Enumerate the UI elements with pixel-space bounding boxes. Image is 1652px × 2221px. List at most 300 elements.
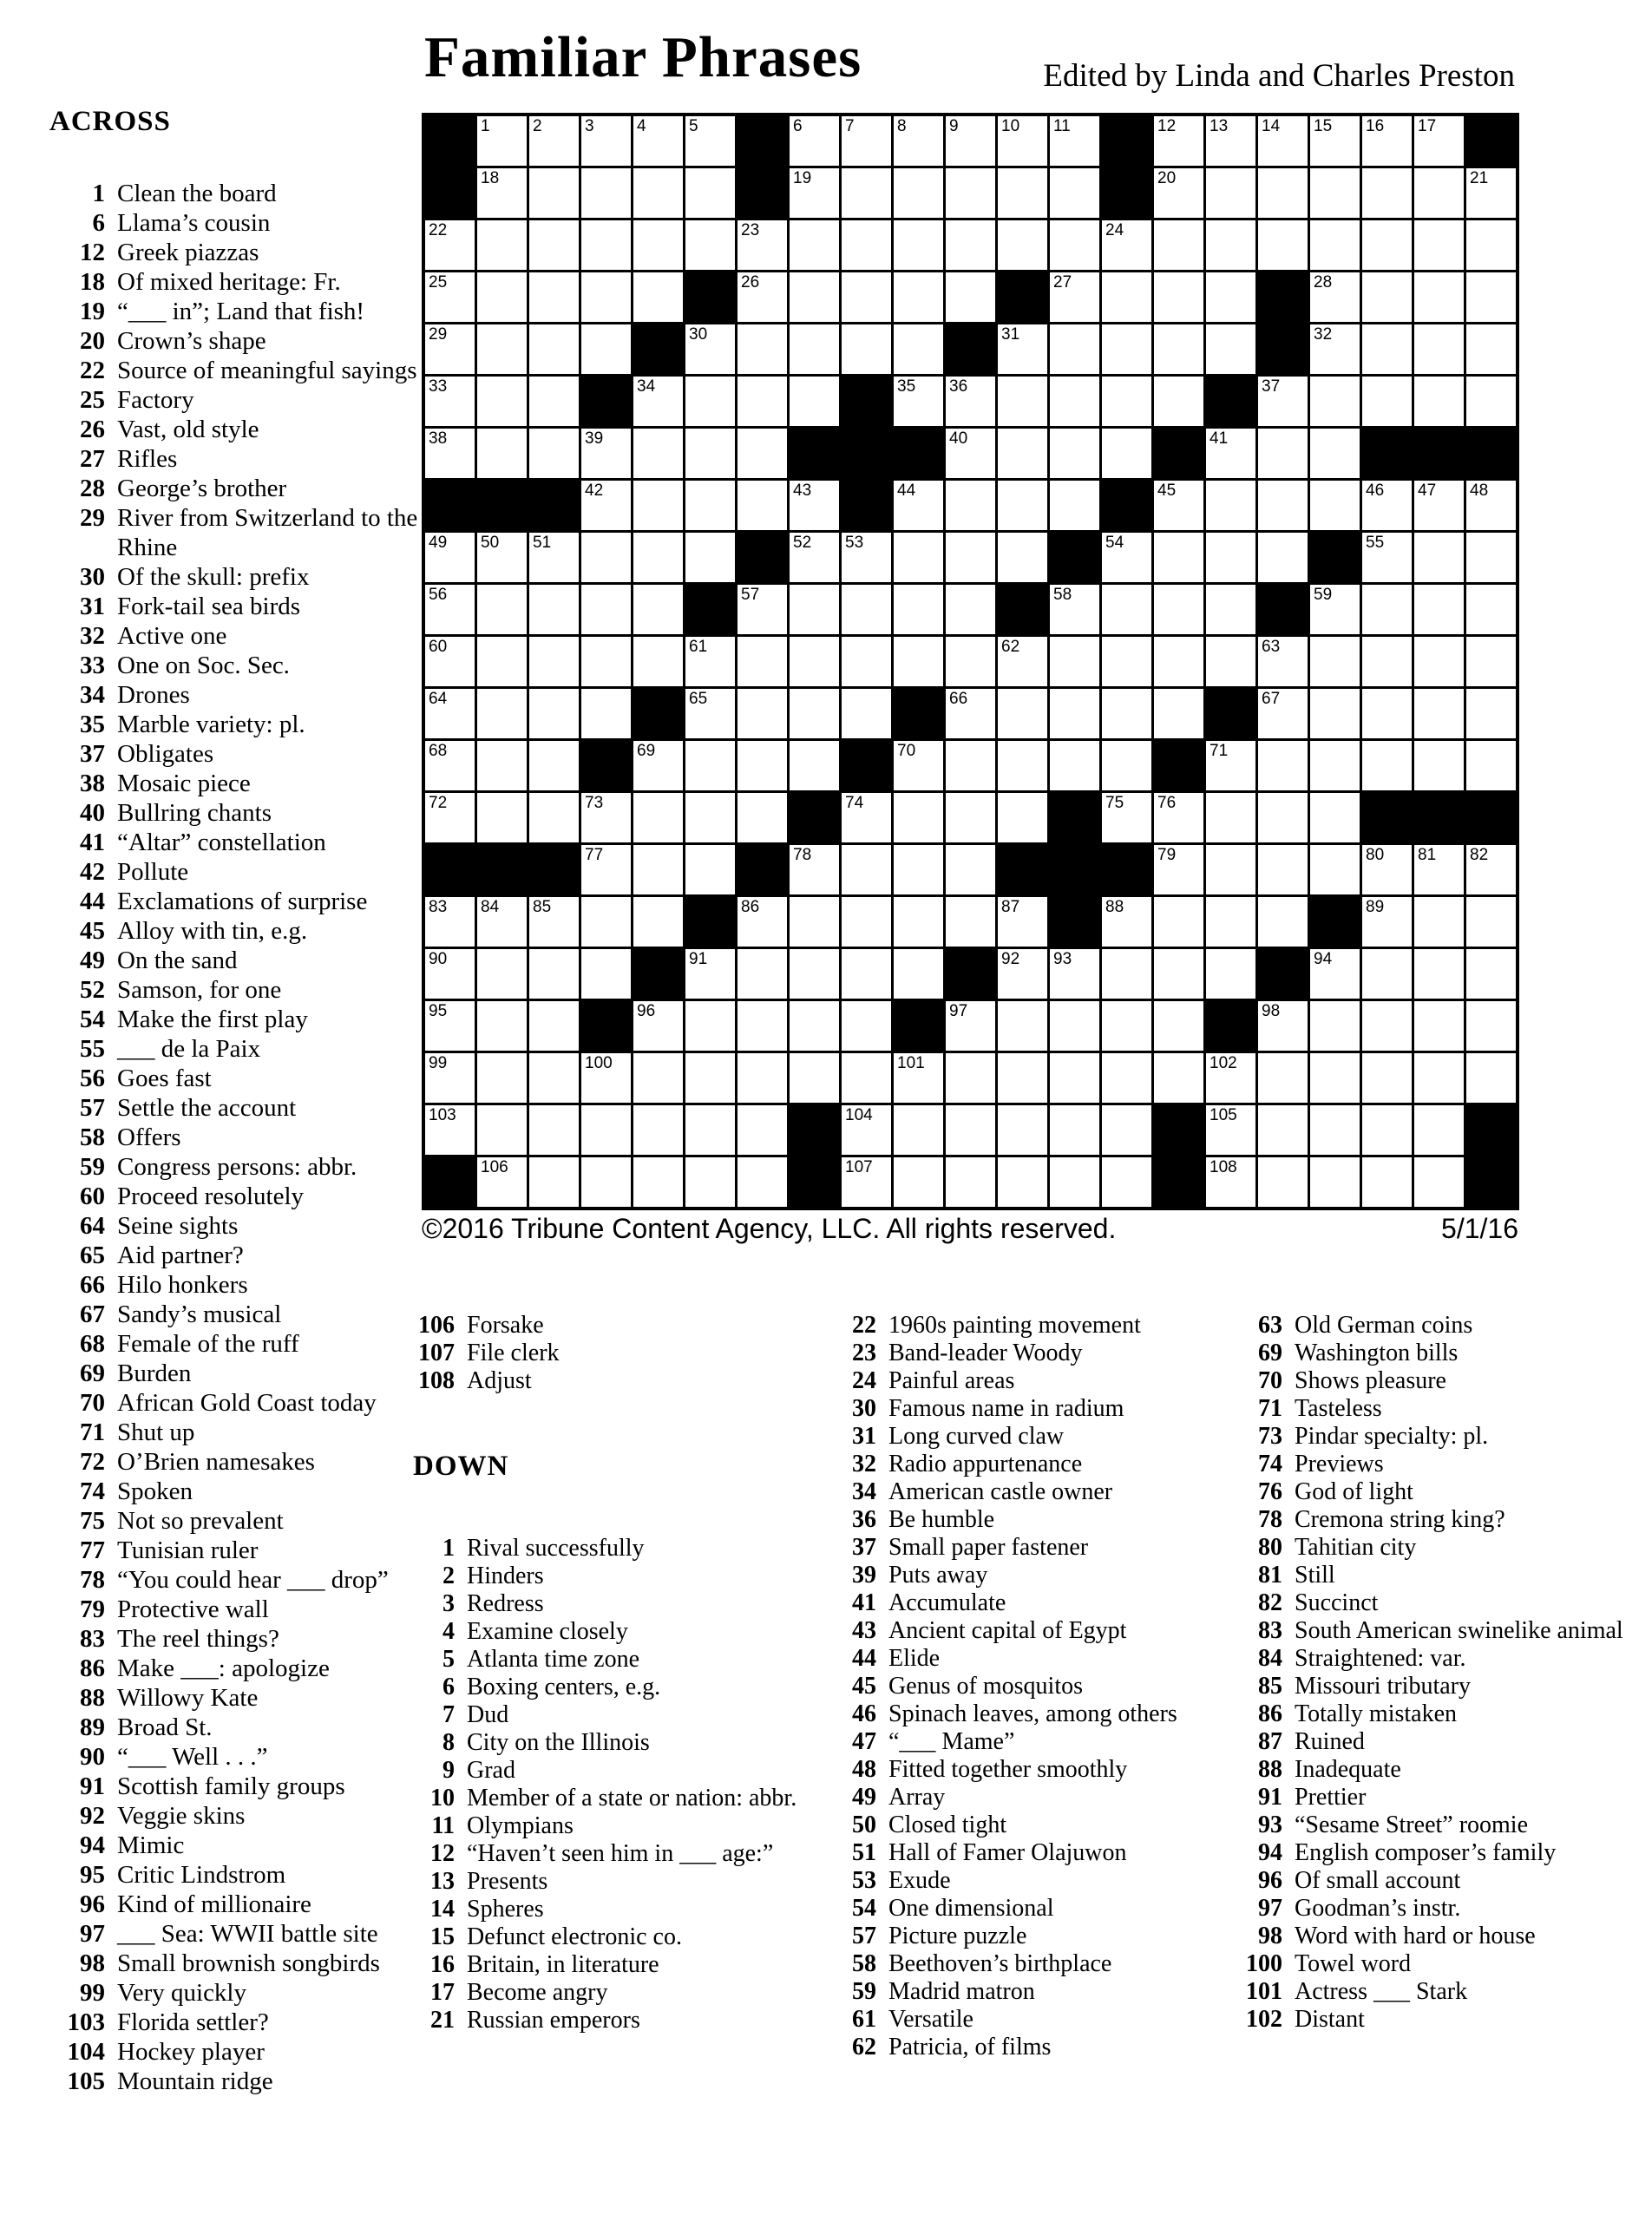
grid-cell[interactable] [1258, 1105, 1308, 1155]
grid-cell[interactable] [529, 793, 579, 842]
grid-cell[interactable] [425, 533, 475, 582]
grid-cell[interactable] [425, 689, 475, 738]
grid-cell[interactable] [529, 1157, 579, 1207]
grid-cell[interactable] [1310, 1105, 1360, 1155]
grid-cell[interactable] [581, 272, 631, 322]
grid-cell[interactable] [998, 533, 1047, 582]
grid-cell[interactable] [1310, 220, 1360, 270]
grid-cell[interactable] [1258, 481, 1308, 530]
grid-cell[interactable] [998, 897, 1047, 947]
grid-cell[interactable] [425, 897, 475, 947]
grid-cell[interactable] [790, 481, 839, 530]
grid-cell[interactable] [738, 637, 787, 686]
grid-cell[interactable] [581, 1157, 631, 1207]
grid-cell[interactable] [894, 845, 943, 894]
grid-cell[interactable] [581, 533, 631, 582]
grid-cell[interactable] [1466, 168, 1516, 218]
grid-cell[interactable] [1206, 897, 1255, 947]
grid-cell[interactable] [1310, 481, 1360, 530]
grid-cell[interactable] [1310, 689, 1360, 738]
grid-cell[interactable] [1414, 1105, 1464, 1155]
grid-cell[interactable] [1362, 1157, 1412, 1207]
grid-cell[interactable] [998, 949, 1047, 999]
grid-cell[interactable] [685, 949, 735, 999]
grid-cell[interactable] [1050, 1001, 1099, 1051]
grid-cell[interactable] [477, 897, 527, 947]
grid-cell[interactable] [1310, 793, 1360, 842]
grid-cell[interactable] [1102, 272, 1151, 322]
grid-cell[interactable] [842, 949, 891, 999]
grid-cell[interactable] [1102, 897, 1151, 947]
grid-cell[interactable] [1050, 116, 1099, 166]
grid-cell[interactable] [581, 1105, 631, 1155]
grid-cell[interactable] [1414, 741, 1464, 790]
grid-cell[interactable] [790, 168, 839, 218]
grid-cell[interactable] [1310, 637, 1360, 686]
grid-cell[interactable] [425, 949, 475, 999]
grid-cell[interactable] [1310, 1157, 1360, 1207]
grid-cell[interactable] [946, 1001, 995, 1051]
grid-cell[interactable] [946, 793, 995, 842]
grid-cell[interactable] [1050, 429, 1099, 478]
grid-cell[interactable] [1206, 1157, 1255, 1207]
grid-cell[interactable] [946, 689, 995, 738]
grid-cell[interactable] [529, 897, 579, 947]
grid-cell[interactable] [1258, 689, 1308, 738]
grid-cell[interactable] [1154, 377, 1203, 426]
grid-cell[interactable] [738, 1001, 787, 1051]
grid-cell[interactable] [998, 168, 1047, 218]
grid-cell[interactable] [1310, 324, 1360, 374]
grid-cell[interactable] [425, 220, 475, 270]
grid-cell[interactable] [477, 637, 527, 686]
grid-cell[interactable] [1258, 1053, 1308, 1103]
grid-cell[interactable] [998, 637, 1047, 686]
grid-cell[interactable] [790, 689, 839, 738]
grid-cell[interactable] [1258, 116, 1308, 166]
grid-cell[interactable] [1310, 1053, 1360, 1103]
grid-cell[interactable] [1102, 377, 1151, 426]
grid-cell[interactable] [1466, 845, 1516, 894]
grid-cell[interactable] [790, 845, 839, 894]
grid-cell[interactable] [1050, 481, 1099, 530]
grid-cell[interactable] [633, 793, 683, 842]
grid-cell[interactable] [633, 1001, 683, 1051]
grid-cell[interactable] [1414, 116, 1464, 166]
grid-cell[interactable] [946, 585, 995, 634]
grid-cell[interactable] [1102, 533, 1151, 582]
grid-cell[interactable] [529, 689, 579, 738]
grid-cell[interactable] [529, 272, 579, 322]
grid-cell[interactable] [1050, 324, 1099, 374]
grid-cell[interactable] [738, 897, 787, 947]
grid-cell[interactable] [1050, 949, 1099, 999]
grid-cell[interactable] [685, 637, 735, 686]
grid-cell[interactable] [477, 949, 527, 999]
grid-cell[interactable] [998, 1001, 1047, 1051]
grid-cell[interactable] [477, 533, 527, 582]
grid-cell[interactable] [477, 324, 527, 374]
grid-cell[interactable] [1102, 1105, 1151, 1155]
grid-cell[interactable] [1206, 741, 1255, 790]
grid-cell[interactable] [1206, 637, 1255, 686]
grid-cell[interactable] [1102, 585, 1151, 634]
grid-cell[interactable] [946, 168, 995, 218]
grid-cell[interactable] [633, 377, 683, 426]
grid-cell[interactable] [1362, 116, 1412, 166]
grid-cell[interactable] [946, 1105, 995, 1155]
grid-cell[interactable] [1258, 741, 1308, 790]
grid-cell[interactable] [1050, 689, 1099, 738]
grid-cell[interactable] [477, 1001, 527, 1051]
grid-cell[interactable] [1258, 1157, 1308, 1207]
grid-cell[interactable] [1362, 689, 1412, 738]
grid-cell[interactable] [1466, 689, 1516, 738]
grid-cell[interactable] [946, 1157, 995, 1207]
grid-cell[interactable] [1258, 1001, 1308, 1051]
grid-cell[interactable] [477, 168, 527, 218]
grid-cell[interactable] [633, 220, 683, 270]
grid-cell[interactable] [738, 1053, 787, 1103]
grid-cell[interactable] [1154, 533, 1203, 582]
grid-cell[interactable] [738, 1157, 787, 1207]
grid-cell[interactable] [1154, 689, 1203, 738]
grid-cell[interactable] [1362, 845, 1412, 894]
grid-cell[interactable] [842, 168, 891, 218]
grid-cell[interactable] [1102, 1001, 1151, 1051]
grid-cell[interactable] [1362, 533, 1412, 582]
grid-cell[interactable] [1414, 637, 1464, 686]
grid-cell[interactable] [1310, 741, 1360, 790]
grid-cell[interactable] [790, 741, 839, 790]
grid-cell[interactable] [477, 272, 527, 322]
grid-cell[interactable] [1154, 220, 1203, 270]
grid-cell[interactable] [738, 1105, 787, 1155]
grid-cell[interactable] [1414, 220, 1464, 270]
grid-cell[interactable] [1154, 116, 1203, 166]
grid-cell[interactable] [1206, 272, 1255, 322]
grid-cell[interactable] [477, 1053, 527, 1103]
grid-cell[interactable] [946, 845, 995, 894]
grid-cell[interactable] [946, 897, 995, 947]
grid-cell[interactable] [790, 533, 839, 582]
grid-cell[interactable] [1362, 481, 1412, 530]
grid-cell[interactable] [1362, 897, 1412, 947]
grid-cell[interactable] [842, 533, 891, 582]
grid-cell[interactable] [1362, 1001, 1412, 1051]
grid-cell[interactable] [633, 1157, 683, 1207]
grid-cell[interactable] [1258, 845, 1308, 894]
grid-cell[interactable] [1154, 168, 1203, 218]
grid-cell[interactable] [998, 481, 1047, 530]
grid-cell[interactable] [738, 377, 787, 426]
grid-cell[interactable] [685, 168, 735, 218]
grid-cell[interactable] [946, 637, 995, 686]
grid-cell[interactable] [1414, 533, 1464, 582]
grid-cell[interactable] [842, 1157, 891, 1207]
grid-cell[interactable] [1414, 168, 1464, 218]
grid-cell[interactable] [1102, 324, 1151, 374]
grid-cell[interactable] [894, 949, 943, 999]
grid-cell[interactable] [529, 949, 579, 999]
grid-cell[interactable] [685, 481, 735, 530]
grid-cell[interactable] [790, 377, 839, 426]
grid-cell[interactable] [685, 429, 735, 478]
grid-cell[interactable] [790, 272, 839, 322]
grid-cell[interactable] [1362, 272, 1412, 322]
grid-cell[interactable] [1414, 585, 1464, 634]
grid-cell[interactable] [1258, 377, 1308, 426]
grid-cell[interactable] [1050, 1053, 1099, 1103]
grid-cell[interactable] [738, 429, 787, 478]
grid-cell[interactable] [581, 689, 631, 738]
grid-cell[interactable] [1154, 324, 1203, 374]
grid-cell[interactable] [1466, 533, 1516, 582]
grid-cell[interactable] [529, 637, 579, 686]
grid-cell[interactable] [738, 324, 787, 374]
grid-cell[interactable] [1414, 324, 1464, 374]
grid-cell[interactable] [1362, 741, 1412, 790]
grid-cell[interactable] [1466, 741, 1516, 790]
grid-cell[interactable] [477, 1157, 527, 1207]
grid-cell[interactable] [842, 637, 891, 686]
grid-cell[interactable] [633, 1105, 683, 1155]
grid-cell[interactable] [1362, 585, 1412, 634]
grid-cell[interactable] [425, 585, 475, 634]
grid-cell[interactable] [998, 689, 1047, 738]
grid-cell[interactable] [894, 1105, 943, 1155]
grid-cell[interactable] [477, 429, 527, 478]
grid-cell[interactable] [1102, 949, 1151, 999]
grid-cell[interactable] [1466, 897, 1516, 947]
grid-cell[interactable] [425, 272, 475, 322]
grid-cell[interactable] [1050, 272, 1099, 322]
grid-cell[interactable] [894, 324, 943, 374]
grid-cell[interactable] [1414, 1157, 1464, 1207]
grid-cell[interactable] [529, 220, 579, 270]
grid-cell[interactable] [1206, 793, 1255, 842]
grid-cell[interactable] [842, 220, 891, 270]
grid-cell[interactable] [1206, 1053, 1255, 1103]
grid-cell[interactable] [1258, 220, 1308, 270]
grid-cell[interactable] [1362, 1053, 1412, 1103]
grid-cell[interactable] [998, 324, 1047, 374]
grid-cell[interactable] [633, 845, 683, 894]
grid-cell[interactable] [425, 793, 475, 842]
grid-cell[interactable] [1258, 168, 1308, 218]
grid-cell[interactable] [842, 1105, 891, 1155]
grid-cell[interactable] [1206, 481, 1255, 530]
grid-cell[interactable] [1102, 793, 1151, 842]
grid-cell[interactable] [1362, 1105, 1412, 1155]
grid-cell[interactable] [946, 429, 995, 478]
grid-cell[interactable] [477, 689, 527, 738]
grid-cell[interactable] [581, 949, 631, 999]
grid-cell[interactable] [894, 272, 943, 322]
grid-cell[interactable] [842, 897, 891, 947]
grid-cell[interactable] [1466, 481, 1516, 530]
grid-cell[interactable] [529, 533, 579, 582]
grid-cell[interactable] [581, 1053, 631, 1103]
grid-cell[interactable] [477, 377, 527, 426]
grid-cell[interactable] [685, 533, 735, 582]
grid-cell[interactable] [998, 220, 1047, 270]
grid-cell[interactable] [790, 116, 839, 166]
grid-cell[interactable] [581, 481, 631, 530]
grid-cell[interactable] [1154, 845, 1203, 894]
grid-cell[interactable] [894, 533, 943, 582]
grid-cell[interactable] [633, 272, 683, 322]
grid-cell[interactable] [581, 897, 631, 947]
grid-cell[interactable] [842, 272, 891, 322]
grid-cell[interactable] [1206, 168, 1255, 218]
grid-cell[interactable] [1414, 845, 1464, 894]
grid-cell[interactable] [894, 585, 943, 634]
grid-cell[interactable] [1466, 1001, 1516, 1051]
grid-cell[interactable] [685, 1157, 735, 1207]
grid-cell[interactable] [842, 793, 891, 842]
grid-cell[interactable] [1310, 429, 1360, 478]
grid-cell[interactable] [1466, 324, 1516, 374]
grid-cell[interactable] [1154, 949, 1203, 999]
grid-cell[interactable] [790, 324, 839, 374]
grid-cell[interactable] [998, 1053, 1047, 1103]
grid-cell[interactable] [685, 1001, 735, 1051]
grid-cell[interactable] [581, 845, 631, 894]
grid-cell[interactable] [738, 793, 787, 842]
grid-cell[interactable] [946, 481, 995, 530]
grid-cell[interactable] [894, 1053, 943, 1103]
grid-cell[interactable] [581, 637, 631, 686]
grid-cell[interactable] [581, 116, 631, 166]
grid-cell[interactable] [685, 220, 735, 270]
grid-cell[interactable] [1050, 585, 1099, 634]
grid-cell[interactable] [633, 533, 683, 582]
grid-cell[interactable] [1206, 220, 1255, 270]
grid-cell[interactable] [633, 585, 683, 634]
grid-cell[interactable] [685, 1105, 735, 1155]
grid-cell[interactable] [1102, 1053, 1151, 1103]
grid-cell[interactable] [998, 116, 1047, 166]
grid-cell[interactable] [685, 845, 735, 894]
grid-cell[interactable] [1310, 585, 1360, 634]
grid-cell[interactable] [1414, 272, 1464, 322]
grid-cell[interactable] [1206, 324, 1255, 374]
grid-cell[interactable] [1362, 168, 1412, 218]
grid-cell[interactable] [1414, 949, 1464, 999]
grid-cell[interactable] [1206, 845, 1255, 894]
grid-cell[interactable] [1414, 1053, 1464, 1103]
grid-cell[interactable] [1050, 1105, 1099, 1155]
grid-cell[interactable] [1258, 897, 1308, 947]
grid-cell[interactable] [790, 637, 839, 686]
grid-cell[interactable] [425, 741, 475, 790]
grid-cell[interactable] [894, 1157, 943, 1207]
grid-cell[interactable] [581, 429, 631, 478]
grid-cell[interactable] [790, 897, 839, 947]
grid-cell[interactable] [477, 116, 527, 166]
grid-cell[interactable] [529, 1053, 579, 1103]
grid-cell[interactable] [581, 220, 631, 270]
grid-cell[interactable] [1310, 1001, 1360, 1051]
grid-cell[interactable] [633, 637, 683, 686]
grid-cell[interactable] [894, 793, 943, 842]
grid-cell[interactable] [1050, 1157, 1099, 1207]
grid-cell[interactable] [946, 377, 995, 426]
grid-cell[interactable] [894, 897, 943, 947]
grid-cell[interactable] [633, 897, 683, 947]
grid-cell[interactable] [633, 481, 683, 530]
grid-cell[interactable] [1310, 949, 1360, 999]
grid-cell[interactable] [477, 585, 527, 634]
grid-cell[interactable] [946, 533, 995, 582]
grid-cell[interactable] [633, 116, 683, 166]
grid-cell[interactable] [1154, 897, 1203, 947]
grid-cell[interactable] [894, 116, 943, 166]
grid-cell[interactable] [1466, 220, 1516, 270]
grid-cell[interactable] [842, 689, 891, 738]
grid-cell[interactable] [842, 324, 891, 374]
grid-cell[interactable] [790, 1001, 839, 1051]
grid-cell[interactable] [633, 741, 683, 790]
grid-cell[interactable] [894, 637, 943, 686]
grid-cell[interactable] [738, 585, 787, 634]
grid-cell[interactable] [842, 116, 891, 166]
grid-cell[interactable] [529, 377, 579, 426]
grid-cell[interactable] [1466, 585, 1516, 634]
crossword-grid[interactable] [422, 113, 1519, 1210]
grid-cell[interactable] [529, 585, 579, 634]
grid-cell[interactable] [894, 168, 943, 218]
grid-cell[interactable] [685, 324, 735, 374]
grid-cell[interactable] [1102, 637, 1151, 686]
grid-cell[interactable] [1102, 1157, 1151, 1207]
grid-cell[interactable] [685, 116, 735, 166]
grid-cell[interactable] [1154, 1001, 1203, 1051]
grid-cell[interactable] [1154, 272, 1203, 322]
grid-cell[interactable] [738, 949, 787, 999]
grid-cell[interactable] [425, 429, 475, 478]
grid-cell[interactable] [633, 168, 683, 218]
grid-cell[interactable] [425, 377, 475, 426]
grid-cell[interactable] [1102, 429, 1151, 478]
grid-cell[interactable] [581, 793, 631, 842]
grid-cell[interactable] [633, 429, 683, 478]
grid-cell[interactable] [1102, 741, 1151, 790]
grid-cell[interactable] [425, 1001, 475, 1051]
grid-cell[interactable] [790, 585, 839, 634]
grid-cell[interactable] [1414, 377, 1464, 426]
grid-cell[interactable] [529, 116, 579, 166]
grid-cell[interactable] [1102, 220, 1151, 270]
grid-cell[interactable] [425, 324, 475, 374]
grid-cell[interactable] [946, 116, 995, 166]
grid-cell[interactable] [1414, 689, 1464, 738]
grid-cell[interactable] [946, 272, 995, 322]
grid-cell[interactable] [1466, 1053, 1516, 1103]
grid-cell[interactable] [894, 377, 943, 426]
grid-cell[interactable] [581, 168, 631, 218]
grid-cell[interactable] [1362, 324, 1412, 374]
grid-cell[interactable] [998, 377, 1047, 426]
grid-cell[interactable] [1362, 637, 1412, 686]
grid-cell[interactable] [998, 741, 1047, 790]
grid-cell[interactable] [529, 168, 579, 218]
grid-cell[interactable] [477, 793, 527, 842]
grid-cell[interactable] [1310, 377, 1360, 426]
grid-cell[interactable] [1050, 741, 1099, 790]
grid-cell[interactable] [1258, 793, 1308, 842]
